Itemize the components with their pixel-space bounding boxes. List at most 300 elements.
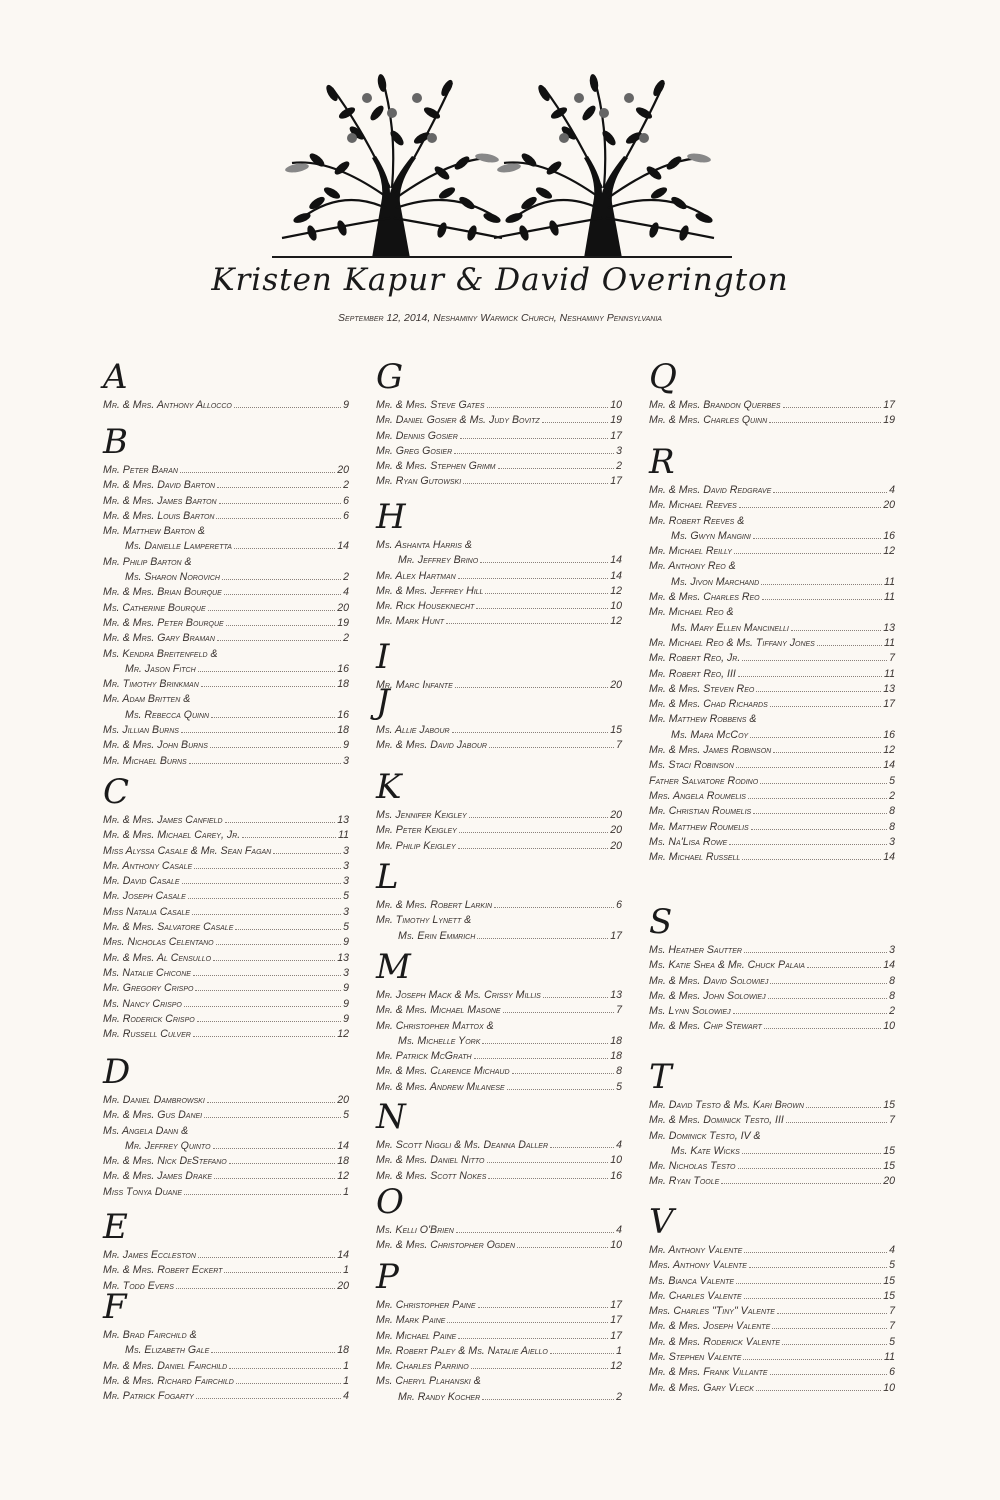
guest-name: Mr. Michael Reilly xyxy=(649,545,732,558)
guest-name: Ms. Rebecca Quinn xyxy=(125,708,210,721)
table-number: 14 xyxy=(610,554,622,567)
guest-entry xyxy=(103,463,349,478)
table-number: 20 xyxy=(610,824,622,837)
table-number: 3 xyxy=(343,875,349,888)
dot-leader xyxy=(488,1169,608,1179)
table-number: 11 xyxy=(884,636,895,649)
table-number: 3 xyxy=(343,966,349,979)
guest-name: Mr. & Mrs. Joseph Valente xyxy=(649,1320,771,1333)
guest-entry xyxy=(376,444,622,459)
guest-name: Mrs. Angela Roumelis xyxy=(649,789,746,802)
guest-name: Ms. Natalie Chicone xyxy=(103,966,191,979)
guest-name: Mr. Dennis Gosier xyxy=(376,429,458,442)
dot-leader xyxy=(193,966,341,976)
guest-name: Ms. Gwyn Mangini xyxy=(671,529,751,542)
table-number: 5 xyxy=(343,890,349,903)
table-number: 18 xyxy=(337,678,349,691)
dot-leader xyxy=(786,1113,887,1123)
guest-entry xyxy=(376,429,622,444)
guest-entry xyxy=(649,1144,895,1159)
dot-leader xyxy=(454,444,614,454)
right-tree-icon xyxy=(494,73,714,258)
guest-entry xyxy=(103,1154,349,1169)
table-number: 10 xyxy=(610,1154,622,1167)
dot-leader xyxy=(742,850,881,860)
table-number: 2 xyxy=(616,460,622,473)
dot-leader xyxy=(229,1359,341,1369)
table-number: 10 xyxy=(883,1020,895,1033)
table-number: 1 xyxy=(343,1374,349,1387)
dot-leader xyxy=(770,974,887,984)
section-letter: I xyxy=(376,637,390,677)
guest-entry xyxy=(649,1319,895,1334)
guest-name: Ms. Jillian Burns xyxy=(103,724,179,737)
dot-leader xyxy=(197,1012,341,1022)
table-number: 16 xyxy=(883,529,895,542)
dot-leader xyxy=(474,1049,609,1059)
guest-entry xyxy=(376,913,622,928)
guest-entry xyxy=(103,951,349,966)
guest-name: Father Salvatore Rodino xyxy=(649,774,759,787)
dot-leader xyxy=(452,723,609,733)
dot-leader xyxy=(748,789,887,799)
couple-names: Kristen Kapur & David Overington xyxy=(211,262,789,298)
dot-leader xyxy=(273,844,341,854)
guest-entry xyxy=(103,981,349,996)
guest-name: Mr. & Mrs. Steve Gates xyxy=(376,399,485,411)
twin-trees-illustration xyxy=(272,68,732,258)
guest-entry xyxy=(649,559,895,574)
table-number: 11 xyxy=(884,591,895,604)
table-number: 4 xyxy=(889,484,895,496)
table-number: 11 xyxy=(884,1351,895,1364)
guest-entry xyxy=(103,1374,349,1389)
guest-name: Mr. & Mrs. Andrew Milanese xyxy=(376,1080,505,1093)
guest-entry xyxy=(649,1335,895,1350)
table-number: 13 xyxy=(610,989,622,1001)
guest-entry xyxy=(103,859,349,874)
guest-name: Mr. Randy Kocher xyxy=(398,1390,481,1403)
guest-name: Ms. Nancy Crispo xyxy=(103,997,182,1010)
guest-entry xyxy=(103,524,349,539)
guest-entry xyxy=(649,1159,895,1174)
section-f xyxy=(103,1287,349,1404)
table-number: 17 xyxy=(610,1329,622,1342)
guest-entry xyxy=(649,850,895,865)
table-number: 1 xyxy=(343,1185,349,1198)
guest-name: Ms. Kate Wicks xyxy=(671,1144,740,1157)
table-number: 12 xyxy=(337,1028,349,1041)
table-number: 17 xyxy=(610,1314,622,1327)
guest-name: Ms. Mary Ellen Mancinelli xyxy=(671,621,789,634)
guest-entry xyxy=(376,723,622,738)
guest-name: Ms. Allie Jabour xyxy=(376,724,450,736)
guest-name: Ms. Na'Lisa Rowe xyxy=(649,835,728,848)
guest-entry xyxy=(103,398,349,413)
guest-entry xyxy=(376,1344,622,1359)
dot-leader xyxy=(750,728,881,738)
guest-name: Mr. & Mrs. Scott Nokes xyxy=(376,1169,487,1182)
guest-name: Mr. & Mrs. David Redgrave xyxy=(649,484,772,496)
guest-entry xyxy=(103,1359,349,1374)
guest-entry xyxy=(649,544,895,559)
guest-entry xyxy=(376,1080,622,1095)
section-letter: K xyxy=(376,767,402,807)
dot-leader xyxy=(542,413,609,423)
guest-entry xyxy=(376,1374,622,1389)
guest-name: Mr. Gregory Crispo xyxy=(103,982,194,995)
guest-name: Mr. Timothy Lynett & xyxy=(376,914,472,927)
guest-entry xyxy=(649,667,895,682)
dot-leader xyxy=(543,988,608,998)
section-letter: F xyxy=(103,1287,127,1327)
table-number: 7 xyxy=(616,1004,622,1017)
guest-entry xyxy=(103,754,349,769)
guest-name: Ms. Jivon Marchand xyxy=(671,575,760,588)
guest-name: Mr. Greg Gosier xyxy=(376,444,453,457)
guest-name: Mr. & Mrs. Frank Villante xyxy=(649,1366,768,1379)
guest-entry xyxy=(103,662,349,677)
dot-leader xyxy=(494,898,614,908)
guest-name: Mr. & Mrs. Stephen Grimm xyxy=(376,460,496,473)
guest-name: Mr. & Mrs. Gary Vleck xyxy=(649,1381,754,1394)
table-number: 5 xyxy=(889,1335,895,1348)
dot-leader xyxy=(198,662,336,672)
dot-leader xyxy=(236,1374,341,1384)
table-number: 3 xyxy=(343,905,349,918)
dot-leader xyxy=(807,958,881,968)
table-number: 2 xyxy=(343,479,349,492)
section-g xyxy=(376,357,622,490)
table-number: 16 xyxy=(610,1169,622,1182)
guest-entry xyxy=(649,1113,895,1128)
guest-name: Mr. & Mrs. Michael Carey, Jr. xyxy=(103,829,241,842)
guest-entry xyxy=(376,1153,622,1168)
section-p xyxy=(376,1257,622,1405)
guest-name: Mr. Joseph Casale xyxy=(103,890,186,903)
table-number: 4 xyxy=(343,586,349,599)
table-number: 20 xyxy=(883,1175,895,1188)
guest-entry xyxy=(376,988,622,1003)
section-n xyxy=(376,1097,622,1184)
guest-entry xyxy=(649,697,895,712)
table-number: 13 xyxy=(337,814,349,826)
dot-leader xyxy=(761,575,882,585)
table-number: 18 xyxy=(337,724,349,737)
dot-leader xyxy=(742,1144,881,1154)
dot-leader xyxy=(459,823,608,833)
table-number: 15 xyxy=(883,1289,895,1302)
guest-entry xyxy=(103,494,349,509)
guest-entry xyxy=(103,874,349,889)
dot-leader xyxy=(756,682,881,692)
guest-entry xyxy=(103,570,349,585)
dot-leader xyxy=(216,935,341,945)
guest-name: Mr. Peter Keigley xyxy=(376,824,457,837)
guest-name: Mrs. Nicholas Celentano xyxy=(103,936,214,949)
table-number: 12 xyxy=(337,1170,349,1183)
dot-leader xyxy=(768,989,888,999)
dot-leader xyxy=(478,1298,609,1308)
guest-name: Ms. Catherine Bourque xyxy=(103,601,206,614)
table-number: 1 xyxy=(616,1344,622,1357)
guest-entry xyxy=(649,1289,895,1304)
guest-name: Ms. Lynn Solowiej xyxy=(649,1005,731,1018)
guest-name: Mr. Alex Hartman xyxy=(376,569,456,582)
guest-entry xyxy=(103,889,349,904)
table-number: 17 xyxy=(610,1299,622,1311)
dot-leader xyxy=(214,1169,335,1179)
dot-leader xyxy=(517,1238,608,1248)
table-number: 17 xyxy=(610,429,622,442)
table-number: 20 xyxy=(337,1279,349,1292)
dot-leader xyxy=(753,529,881,539)
guest-entry xyxy=(376,584,622,599)
guest-entry xyxy=(649,1365,895,1380)
table-number: 5 xyxy=(343,921,349,934)
guest-name: Ms. Staci Robinson xyxy=(649,759,734,772)
table-number: 14 xyxy=(337,1139,349,1152)
section-l xyxy=(376,857,622,944)
dot-leader xyxy=(193,1027,335,1037)
dot-leader xyxy=(225,813,336,823)
guest-name: Mr. David Testo & Ms. Kari Brown xyxy=(649,1099,804,1111)
dot-leader xyxy=(773,483,887,493)
section-letter: P xyxy=(376,1257,399,1297)
guest-entry xyxy=(649,1258,895,1273)
section-letter: J xyxy=(376,682,390,722)
guest-entry xyxy=(376,1019,622,1034)
table-number: 3 xyxy=(889,944,895,956)
guest-name: Mr. Robert Reo, Jr. xyxy=(649,652,741,665)
table-number: 14 xyxy=(883,759,895,772)
dot-leader xyxy=(235,920,341,930)
ground-line xyxy=(272,256,732,258)
guest-name: Mr. Adam Britten & xyxy=(103,693,191,706)
table-number: 20 xyxy=(610,839,622,852)
dot-leader xyxy=(806,1098,881,1108)
guest-entry xyxy=(103,1124,349,1139)
table-number: 17 xyxy=(883,399,895,411)
table-number: 9 xyxy=(343,997,349,1010)
table-number: 8 xyxy=(889,989,895,1002)
section-r xyxy=(649,442,895,865)
dot-leader xyxy=(498,459,615,469)
guest-name: Mr. James Eccleston xyxy=(103,1249,196,1261)
table-number: 10 xyxy=(883,1381,895,1394)
section-a xyxy=(103,357,349,413)
guest-entry xyxy=(103,692,349,707)
dot-leader xyxy=(783,398,882,408)
guest-entry xyxy=(649,1019,895,1034)
guest-name: Mr. Todd Evers xyxy=(103,1279,174,1292)
dot-leader xyxy=(217,478,341,488)
dot-leader xyxy=(770,1365,888,1375)
guest-name: Ms. Sharon Norovich xyxy=(125,571,220,584)
guest-entry xyxy=(103,1093,349,1108)
guest-entry xyxy=(103,723,349,738)
guest-entry xyxy=(649,820,895,835)
dot-leader xyxy=(458,839,609,849)
table-number: 20 xyxy=(610,679,622,691)
guest-name: Mr. & Mrs. Roderick Valente xyxy=(649,1335,780,1348)
dot-leader xyxy=(507,1080,614,1090)
dot-leader xyxy=(182,874,342,884)
section-t xyxy=(649,1057,895,1190)
guest-name: Mr. Patrick McGrath xyxy=(376,1050,472,1063)
guest-entry xyxy=(649,398,895,413)
guest-entry xyxy=(376,738,622,753)
dot-leader xyxy=(744,1289,882,1299)
guest-entry xyxy=(103,616,349,631)
guest-entry xyxy=(376,1223,622,1238)
guest-entry xyxy=(376,413,622,428)
table-number: 15 xyxy=(883,1160,895,1173)
guest-entry xyxy=(649,1098,895,1113)
guest-name: Mr. David Casale xyxy=(103,875,180,888)
guest-entry xyxy=(103,1328,349,1343)
dot-leader xyxy=(503,1003,614,1013)
dot-leader xyxy=(769,413,881,423)
guest-entry xyxy=(649,758,895,773)
dot-leader xyxy=(482,1034,608,1044)
guest-entry xyxy=(649,958,895,973)
section-h xyxy=(376,497,622,630)
guest-name: Mr. Roderick Crispo xyxy=(103,1012,195,1025)
guest-entry xyxy=(376,553,622,568)
guest-name: Ms. Bianca Valente xyxy=(649,1274,735,1287)
guest-entry xyxy=(649,1350,895,1365)
guest-entry xyxy=(376,1169,622,1184)
guest-name: Mr. & Mrs. Dominick Testo, III xyxy=(649,1114,784,1127)
dot-leader xyxy=(512,1064,615,1074)
table-number: 4 xyxy=(616,1139,622,1151)
guest-entry xyxy=(103,738,349,753)
guest-name: Mr. & Mrs. Brian Bourque xyxy=(103,586,222,599)
table-number: 15 xyxy=(883,1144,895,1157)
guest-name: Mr. Michael Burns xyxy=(103,754,187,767)
section-j xyxy=(376,682,622,754)
guest-name: Mr. & Mrs. Michael Masone xyxy=(376,1004,501,1017)
guest-entry xyxy=(376,808,622,823)
guest-entry xyxy=(103,920,349,935)
guest-entry xyxy=(649,636,895,651)
guest-entry xyxy=(103,555,349,570)
guest-name: Ms. Angela Dann & xyxy=(103,1124,189,1137)
dot-leader xyxy=(753,804,887,814)
guest-name: Mr. Daniel Gosier & Ms. Judy Bovitz xyxy=(376,414,540,427)
guest-entry xyxy=(376,599,622,614)
guest-name: Ms. Kelli O'Brien xyxy=(376,1224,454,1236)
dot-leader xyxy=(216,509,341,519)
guest-entry xyxy=(649,743,895,758)
dot-leader xyxy=(482,1390,614,1400)
dot-leader xyxy=(201,677,335,687)
dot-leader xyxy=(463,474,608,484)
guest-name: Mr. & Mrs. Robert Larkin xyxy=(376,899,493,911)
dot-leader xyxy=(204,1108,341,1118)
table-number: 9 xyxy=(343,936,349,949)
guest-entry xyxy=(103,1263,349,1278)
guest-entry xyxy=(103,828,349,843)
guest-name: Mr. Mark Hunt xyxy=(376,615,444,628)
dot-leader xyxy=(738,1159,882,1169)
guest-name: Miss Natalia Casale xyxy=(103,905,190,918)
dot-leader xyxy=(207,1093,335,1103)
header xyxy=(0,0,1000,330)
dot-leader xyxy=(791,621,881,631)
guest-name: Ms. Kendra Breitenfeld & xyxy=(103,647,218,660)
dot-leader xyxy=(210,738,341,748)
dot-leader xyxy=(751,820,887,830)
table-number: 17 xyxy=(610,475,622,488)
dot-leader xyxy=(756,1381,881,1391)
guest-name: Mr. Daniel Dambrowski xyxy=(103,1094,205,1106)
guest-name: Mr. & Mrs. Chad Richards xyxy=(649,698,768,711)
guest-name: Mr. Jason Fitch xyxy=(125,662,196,675)
guest-entry xyxy=(376,1034,622,1049)
table-number: 19 xyxy=(883,414,895,427)
guest-name: Mr. Dominick Testo, IV & xyxy=(649,1129,761,1142)
guest-name: Mr. & Mrs. David Solowiej xyxy=(649,974,769,987)
dot-leader xyxy=(817,636,882,646)
dot-leader xyxy=(211,708,335,718)
guest-entry xyxy=(376,898,622,913)
guest-name: Mr. Michael Reo & xyxy=(649,606,734,619)
guest-name: Miss Tonya Duane xyxy=(103,1185,183,1198)
guest-name: Mr. Ryan Toole xyxy=(649,1175,720,1188)
table-number: 17 xyxy=(883,698,895,711)
dot-leader xyxy=(213,1139,336,1149)
guest-entry xyxy=(103,997,349,1012)
guest-entry xyxy=(103,631,349,646)
dot-leader xyxy=(456,1223,614,1233)
guest-entry xyxy=(376,1298,622,1313)
guest-name: Mr. Robert Reeves & xyxy=(649,514,745,527)
table-number: 3 xyxy=(343,844,349,857)
dot-leader xyxy=(743,1350,882,1360)
dot-leader xyxy=(234,539,335,549)
dot-leader xyxy=(229,1154,335,1164)
table-number: 16 xyxy=(883,728,895,741)
dot-leader xyxy=(447,1313,608,1323)
table-number: 19 xyxy=(610,414,622,427)
dot-leader xyxy=(242,828,336,838)
table-number: 5 xyxy=(616,1080,622,1093)
dot-leader xyxy=(224,585,341,595)
guest-entry xyxy=(376,459,622,474)
guest-name: Mr. & Mrs. Richard Fairchild xyxy=(103,1374,234,1387)
guest-entry xyxy=(376,1138,622,1153)
section-letter: H xyxy=(376,497,406,537)
table-number: 4 xyxy=(889,1244,895,1256)
dot-leader xyxy=(219,494,341,504)
guest-entry xyxy=(649,413,895,428)
guest-name: Ms. Michelle York xyxy=(398,1034,481,1047)
guest-name: Mr. Philip Barton & xyxy=(103,555,192,568)
dot-leader xyxy=(487,1153,609,1163)
guest-name: Mr. Michael Paine xyxy=(376,1329,457,1342)
dot-leader xyxy=(749,1258,887,1268)
guest-name: Ms. Jennifer Keigley xyxy=(376,809,467,821)
table-number: 8 xyxy=(889,805,895,818)
guest-name: Mr. Nicholas Testo xyxy=(649,1160,736,1173)
guest-entry xyxy=(103,1248,349,1263)
guest-name: Mr. & Mrs. Salvatore Casale xyxy=(103,921,234,934)
table-number: 3 xyxy=(616,444,622,457)
guest-name: Ms. Katie Shea & Mr. Chuck Palaia xyxy=(649,959,805,972)
guest-name: Mr. & Mrs. Jeffrey Hill xyxy=(376,584,484,597)
